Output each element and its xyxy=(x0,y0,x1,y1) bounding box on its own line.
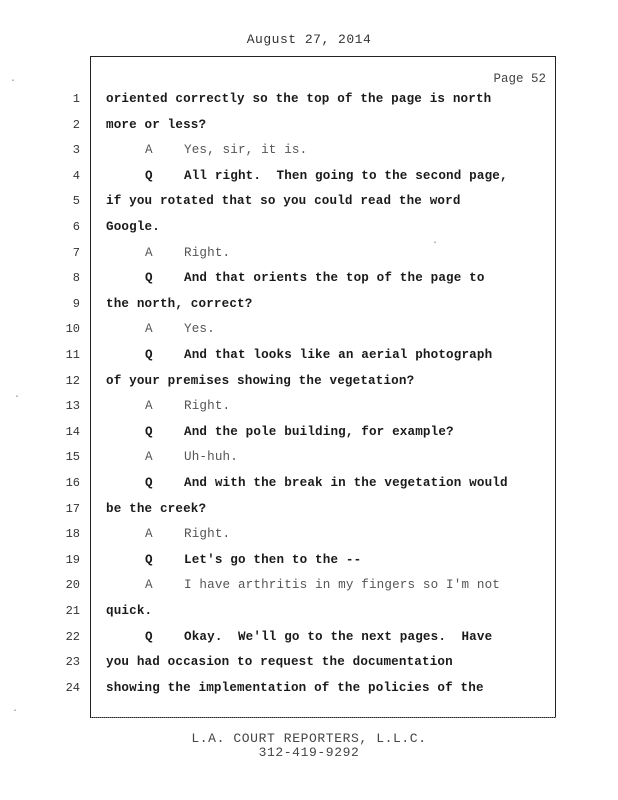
question-marker: Q xyxy=(145,629,153,644)
line-number: 23 xyxy=(65,655,80,670)
answer-marker: A xyxy=(145,322,153,337)
answer-text: I have arthritis in my fingers so I'm not xyxy=(184,578,501,593)
line-number: 20 xyxy=(65,578,80,593)
line-number: 3 xyxy=(72,143,80,158)
line-number: 1 xyxy=(72,92,80,106)
answer-marker: A xyxy=(145,399,153,414)
line-number: 24 xyxy=(65,680,80,695)
line-number: 16 xyxy=(65,476,80,490)
transcript-line xyxy=(0,143,618,165)
transcript-line xyxy=(0,322,618,344)
answer-marker: A xyxy=(145,143,153,158)
question-marker: Q xyxy=(145,476,153,490)
scan-speck: · xyxy=(14,392,21,403)
transcript-line xyxy=(0,630,618,652)
continuation-text: the north, correct? xyxy=(106,296,253,311)
question-marker: Q xyxy=(145,552,153,567)
continuation-text: showing the implementation of the policies of the xyxy=(106,680,484,695)
line-number: 8 xyxy=(72,271,80,286)
answer-text: Right. xyxy=(184,527,231,542)
transcript-line xyxy=(0,425,618,447)
transcript-line xyxy=(0,578,618,600)
line-number: 5 xyxy=(72,194,80,209)
question-marker: Q xyxy=(145,168,153,183)
continuation-text: oriented correctly so the top of the page is north xyxy=(106,92,492,106)
transcript-line xyxy=(0,553,618,575)
page-number: Page 52 xyxy=(493,72,546,86)
question-marker: Q xyxy=(145,271,153,286)
scan-speck: · xyxy=(12,706,19,717)
court-reporter-name: L.A. COURT REPORTERS, L.L.C. xyxy=(191,731,427,746)
transcript-line xyxy=(0,246,618,268)
continuation-text: Google. xyxy=(106,220,160,234)
question-text: And that orients the top of the page to xyxy=(184,271,485,286)
transcript-line xyxy=(0,220,618,242)
transcript-line xyxy=(0,476,618,498)
continuation-text: quick. xyxy=(106,604,153,618)
transcript-line xyxy=(0,297,618,319)
transcript-line xyxy=(0,169,618,191)
transcript-line xyxy=(0,527,618,549)
question-text: Okay. We'll go to the next pages. Have xyxy=(184,629,493,644)
answer-marker: A xyxy=(145,527,153,542)
line-number: 17 xyxy=(65,501,80,516)
line-number: 15 xyxy=(65,450,80,465)
line-number: 4 xyxy=(72,168,80,183)
line-number: 19 xyxy=(65,552,80,567)
transcript-line xyxy=(0,194,618,216)
transcript-line xyxy=(0,399,618,421)
line-number: 6 xyxy=(72,220,80,234)
line-number: 18 xyxy=(65,527,80,542)
court-reporter-phone: 312-419-9292 xyxy=(258,745,360,760)
scan-speck: · xyxy=(432,238,439,249)
answer-marker: A xyxy=(145,450,153,465)
line-number: 7 xyxy=(72,245,80,260)
line-number: 13 xyxy=(65,399,80,414)
question-text: All right. Then going to the second page, xyxy=(184,168,508,183)
transcript-line xyxy=(0,271,618,293)
line-number: 9 xyxy=(72,296,80,311)
line-number: 21 xyxy=(65,604,80,618)
transcript-line xyxy=(0,502,618,524)
question-text: And that looks like an aerial photograph xyxy=(184,348,493,362)
transcript-line xyxy=(0,118,618,140)
answer-text: Right. xyxy=(184,245,231,260)
continuation-text: of your premises showing the vegetation? xyxy=(106,373,415,388)
question-marker: Q xyxy=(145,424,153,439)
line-number: 22 xyxy=(65,629,80,644)
answer-text: Right. xyxy=(184,399,231,414)
continuation-text: if you rotated that so you could read the word xyxy=(106,194,461,209)
question-text: And with the break in the vegetation would xyxy=(184,476,508,490)
line-number: 2 xyxy=(72,117,80,132)
line-number: 11 xyxy=(65,348,80,362)
transcript-line xyxy=(0,450,618,472)
answer-text: Uh-huh. xyxy=(184,450,238,465)
transcript-line xyxy=(0,348,618,370)
continuation-text: more or less? xyxy=(106,117,207,132)
continuation-text: be the creek? xyxy=(106,501,207,516)
question-marker: Q xyxy=(145,348,153,362)
answer-text: Yes. xyxy=(184,322,215,337)
question-text: And the pole building, for example? xyxy=(184,424,454,439)
transcript-date-header: August 27, 2014 xyxy=(246,32,372,47)
answer-marker: A xyxy=(145,578,153,593)
transcript-line xyxy=(0,681,618,703)
line-number: 12 xyxy=(65,373,80,388)
continuation-text: you had occasion to request the documentation xyxy=(106,655,453,670)
frame-bottom-rule xyxy=(91,714,556,718)
answer-marker: A xyxy=(145,245,153,260)
answer-text: Yes, sir, it is. xyxy=(184,143,308,158)
transcript-line xyxy=(0,374,618,396)
line-number: 10 xyxy=(65,322,80,337)
line-number: 14 xyxy=(65,424,80,439)
question-text: Let's go then to the -- xyxy=(184,552,362,567)
transcript-line xyxy=(0,604,618,626)
scan-speck: · xyxy=(10,76,17,87)
transcript-line xyxy=(0,655,618,677)
transcript-line xyxy=(0,92,618,114)
